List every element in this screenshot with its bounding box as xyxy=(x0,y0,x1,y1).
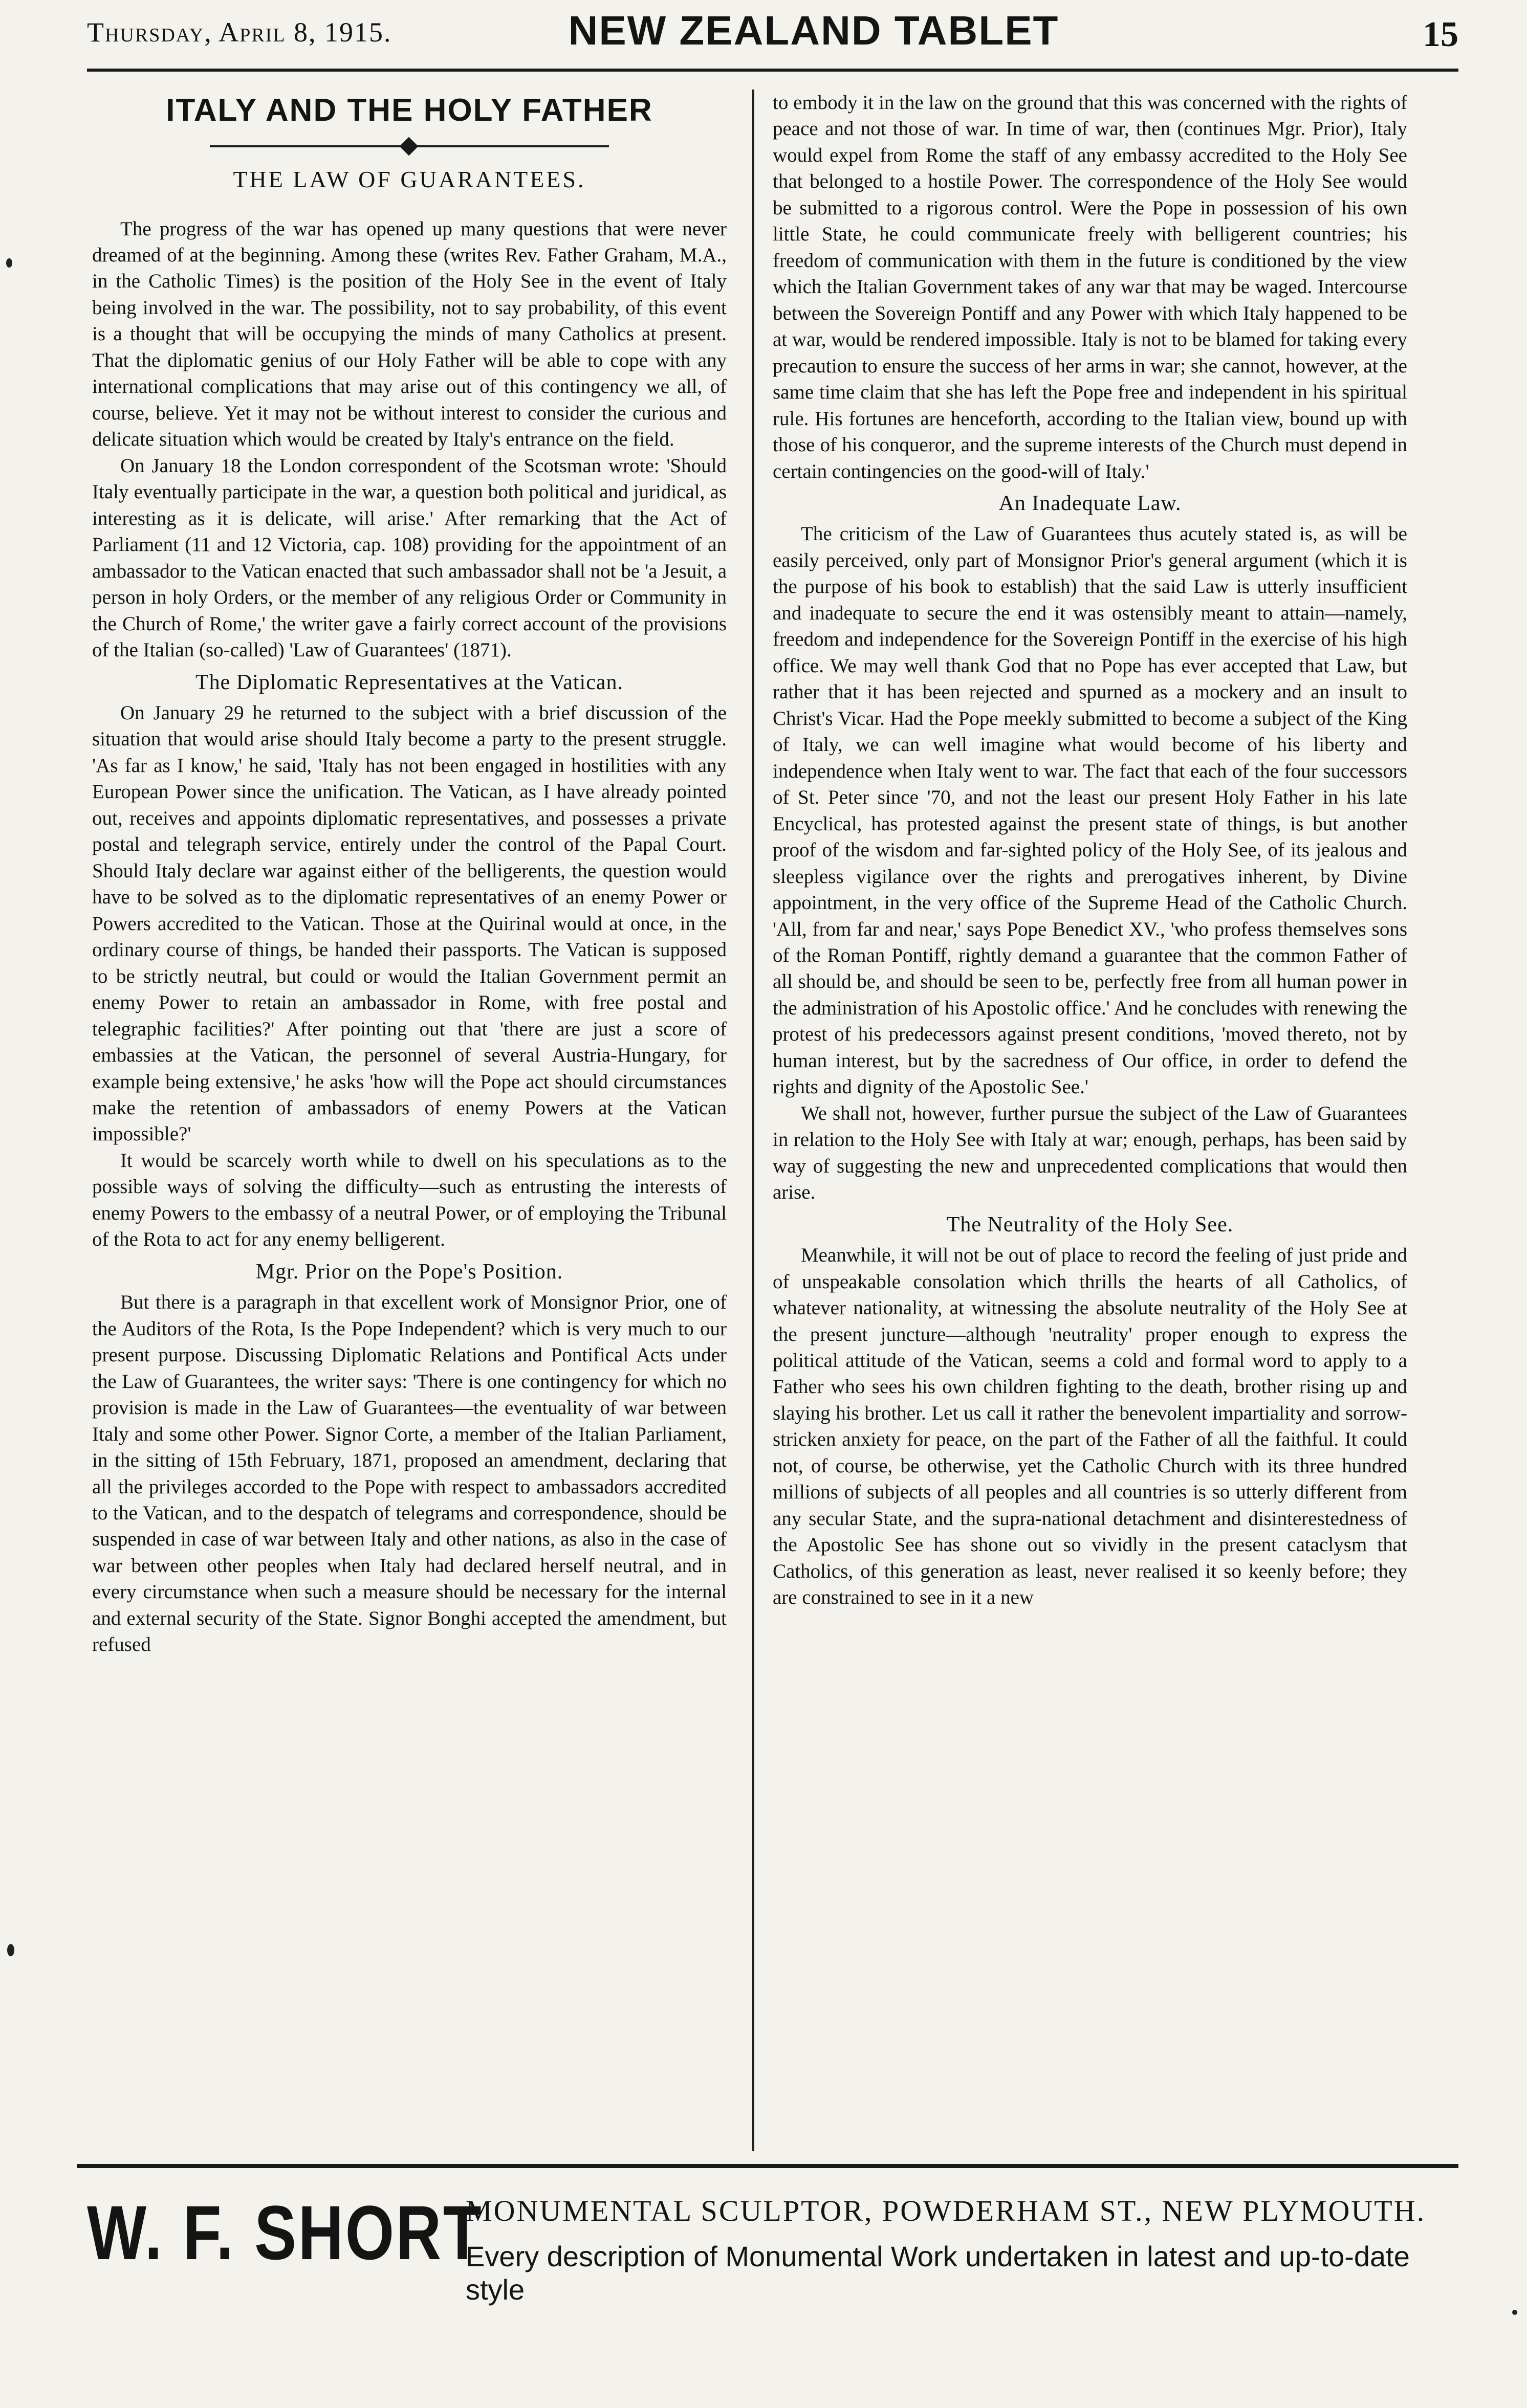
section-heading: The Neutrality of the Holy See. xyxy=(946,1212,1234,1236)
left-column-body xyxy=(92,216,727,1658)
title-ornament-rule xyxy=(210,139,609,154)
publication-title: NEW ZEALAND TABLET xyxy=(568,8,1059,53)
advertisement xyxy=(77,2164,1458,2306)
page-speck xyxy=(1512,2310,1517,2315)
column-divider xyxy=(752,90,754,2151)
article-paragraph: Meanwhile, it will not be out of place to record the feeling of just pride and of unspeakable consolation which thrills the hearts of all Catholics, of whatever nationality, at witnessing the absolute neutrality of the Holy See at the present juncture—although 'neutrality' proper enough to express the political attitude of the Vatican, seems a cold and formal word to apply to a Father who sees his own children fighting to the death, brother rising up and slaying his brother. Let us call it rather the benevolent impartiality and sorrow-stricken anxiety for peace, on the part of the Father of all the faithful. It could not, of course, be otherwise, yet the Catholic Church with its three hundred millions of subjects of all peoples and all countries is so utterly different from any secular State, and the supra-national detachment and disinterestedness of the Apostolic See has shone out so vividly in the present cataclysm that Catholics, of this generation as least, never realised it so keenly before; they are constrained to see in it a new xyxy=(773,1244,1407,1609)
section-heading: An Inadequate Law. xyxy=(998,492,1182,516)
article-paragraph: to embody it in the law on the ground that this was concerned with the rights of peace and not those of war. In time of war, then (continues Mgr. Prior), Italy would expel from Rome the staff of any embassy accredited to the Holy See that belonged to a hostile Power. The correspondence of the Holy See would be submitted to a rigorous control. Were the Pope in possession of his own little State, he could communicate freely with belligerent countries; his freedom of communication with them in the future is conditioned by the view which the Italian Government takes of any war that may be waged. Intercourse between the Sovereign Pontiff and any Power with which Italy happened to be at war, would be rendered impossible. Italy is not to be blamed for taking every precaution to ensure the success of her arms in war; she cannot, however, at the same time claim that she has left the Pope free and independent in his spiritual rule. His fortunes are henceforth, according to the Italian view, bound up with those of his conqueror, and the supreme interests of the Church must depend in certain contingencies on the good-will of Italy.' xyxy=(773,92,1407,482)
article-paragraph: It would be scarcely worth while to dwell on his speculations as to the possible ways of solving the difficulty—such as entrusting the interests of enemy Powers to the embassy of a neutral Power, or of employing the Tribunal of the Rota to act for any enemy belligerent. xyxy=(92,1149,727,1251)
advertiser-address: MONUMENTAL SCULPTOR, POWDERHAM ST., NEW PLYMOUTH. xyxy=(466,2194,1426,2227)
page-speck xyxy=(6,258,12,268)
masthead xyxy=(87,7,1458,72)
left-column xyxy=(92,90,727,2151)
right-column-body xyxy=(773,90,1407,1611)
section-heading: The Diplomatic Representatives at the Vatican. xyxy=(195,670,623,694)
right-column xyxy=(773,90,1407,2151)
article-paragraph: But there is a paragraph in that excellent work of Monsignor Prior, one of the Auditors of the Rota, Is the Pope Independent? which is very much to our present purpose. Discussing Diplomatic Relations and Pontifical Acts under the Law of Guarantees, the writer says: 'There is one contingency for which no provision is made in the Law of Guarantees—the eventuality of war between Italy and some other Power. Signor Corte, a member of the Italian Parliament, in the sitting of 15th February, 1871, proposed an amendment, declaring that all the privileges accorded to the Pope with respect to ambassadors accredited to the Vatican, and to the despatch of telegrams and correspondence, should be suspended in case of war between Italy and other nations, as also in the case of war between other peoples when Italy had declared herself neutral, and in every circumstance when such a measure should be necessary for the internal and external security of the State. Signor Bonghi accepted the amendment, but refused xyxy=(92,1291,727,1656)
advertiser-name: W. F. SHORT xyxy=(87,2190,484,2276)
advertiser-tagline: Every description of Monumental Work undertaken in latest and up-to-date style xyxy=(466,2240,1410,2306)
section-heading: Mgr. Prior on the Pope's Position. xyxy=(255,1260,563,1284)
page-number: 15 xyxy=(1423,15,1458,54)
page-speck xyxy=(7,1944,14,1956)
article-paragraph: On January 29 he returned to the subject with a brief discussion of the situation that would arise should Italy become a party to the present struggle. 'As far as I know,' he said, 'Italy has not been engaged in hostilities with any European Power since the unification. The Vatican, as I have already pointed out, receives and appoints diplomatic representatives, and possesses a private postal and telegraph service, entirely under the control of the Papal Court. Should Italy declare war against either of the belligerents, the question would have to be solved as to the diplomatic representatives of an enemy Power or Powers accredited to the Vatican. Those at the Quirinal would at once, in the ordinary course of things, be handed their passports. The Vatican is supposed to be strictly neutral, but could or would the Italian Government permit an enemy Power to retain an ambassador in Rome, with free postal and telegraphic facilities?' After pointing out that 'there are just a score of embassies at the Vatican, the personnel of several Austria-Hungary, for example being extensive,' he asks 'how will the Pope act should circumstances make the retention of ambassadors of enemy Powers at the Vatican impossible?' xyxy=(92,701,727,1145)
article-paragraph: We shall not, however, further pursue the subject of the Law of Guarantees in relation to the Holy See with Italy at war; enough, perhaps, has been said by way of suggesting the new and unprecedented complications that would then arise. xyxy=(773,1102,1407,1204)
issue-date: Thursday, April 8, 1915. xyxy=(87,17,392,48)
article-paragraph: The criticism of the Law of Guarantees thus acutely stated is, as will be easily perceived, only part of Monsignor Prior's general argument (which it is the purpose of his book to establish) that the said Law is utterly insufficient and inadequate to secure the end it was ostensibly meant to attain—namely, freedom and independence for the Sovereign Pontiff in the exercise of his high office. We may well thank God that no Pope has ever accepted that Law, but rather that it has been rejected and spurned as a mockery and an insult to Christ's Vicar. Had the Pope meekly submitted to become a subject of the King of Italy, we can well imagine what would become of his liberty and independence when Italy went to war. The fact that each of the four successors of St. Peter since '70, and not the least our present Holy Father in his late Encyclical, has protested against the present state of things, is but another proof of the wisdom and far-sighted policy of the Holy See, of its jealous and sleepless vigilance over the rights and prerogatives inherent, by Divine appointment, in the very office of the Supreme Head of the Catholic Church. 'All, from far and near,' says Pope Benedict XV., 'who profess themselves sons of the Roman Pontiff, rightly demand a guarantee that the common Father of all should be, and should be seen to be, perfectly free from all human power in the administration of his Apostolic office.' And he concludes with renewing the protest of his predecessors against present conditions, 'moved thereto, not by human interest, but by the sacredness of Our office, in order to defend the rights and dignity of the Apostolic See.' xyxy=(773,523,1407,1098)
article-paragraph: On January 18 the London correspondent of the Scotsman wrote: 'Should Italy eventually participate in the war, a question both political and juridical, as interesting as it is delicate, will arise.' After remarking that the Act of Parliament (11 and 12 Victoria, cap. 108) providing for the appointment of an ambassador to the Vatican enacted that such ambassador shall not be 'a Jesuit, a person in holy Orders, or the member of any religious Order or Community in the Church of Rome,' the writer gave a fairly correct account of the provisions of the Italian (so-called) 'Law of Guarantees' (1871). xyxy=(92,454,727,661)
article-paragraph: The progress of the war has opened up many questions that were never dreamed of at the beginning. Among these (writes Rev. Father Graham, M.A., in the Catholic Times) is the position of the Holy See in the event of Italy being involved in the war. The possibility, not to say probability, of this event is a thought that will be occupying the minds of many Catholics at present. That the diplomatic genius of our Holy Father will be able to cope with any international complications that may arise out of this contingency we all, of course, believe. Yet it may not be without interest to consider the curious and delicate situation which would be created by Italy's entrance on the field. xyxy=(92,217,727,451)
article-subtitle: THE LAW OF GUARANTEES. xyxy=(233,166,586,192)
article-title: ITALY AND THE HOLY FATHER xyxy=(166,93,653,128)
